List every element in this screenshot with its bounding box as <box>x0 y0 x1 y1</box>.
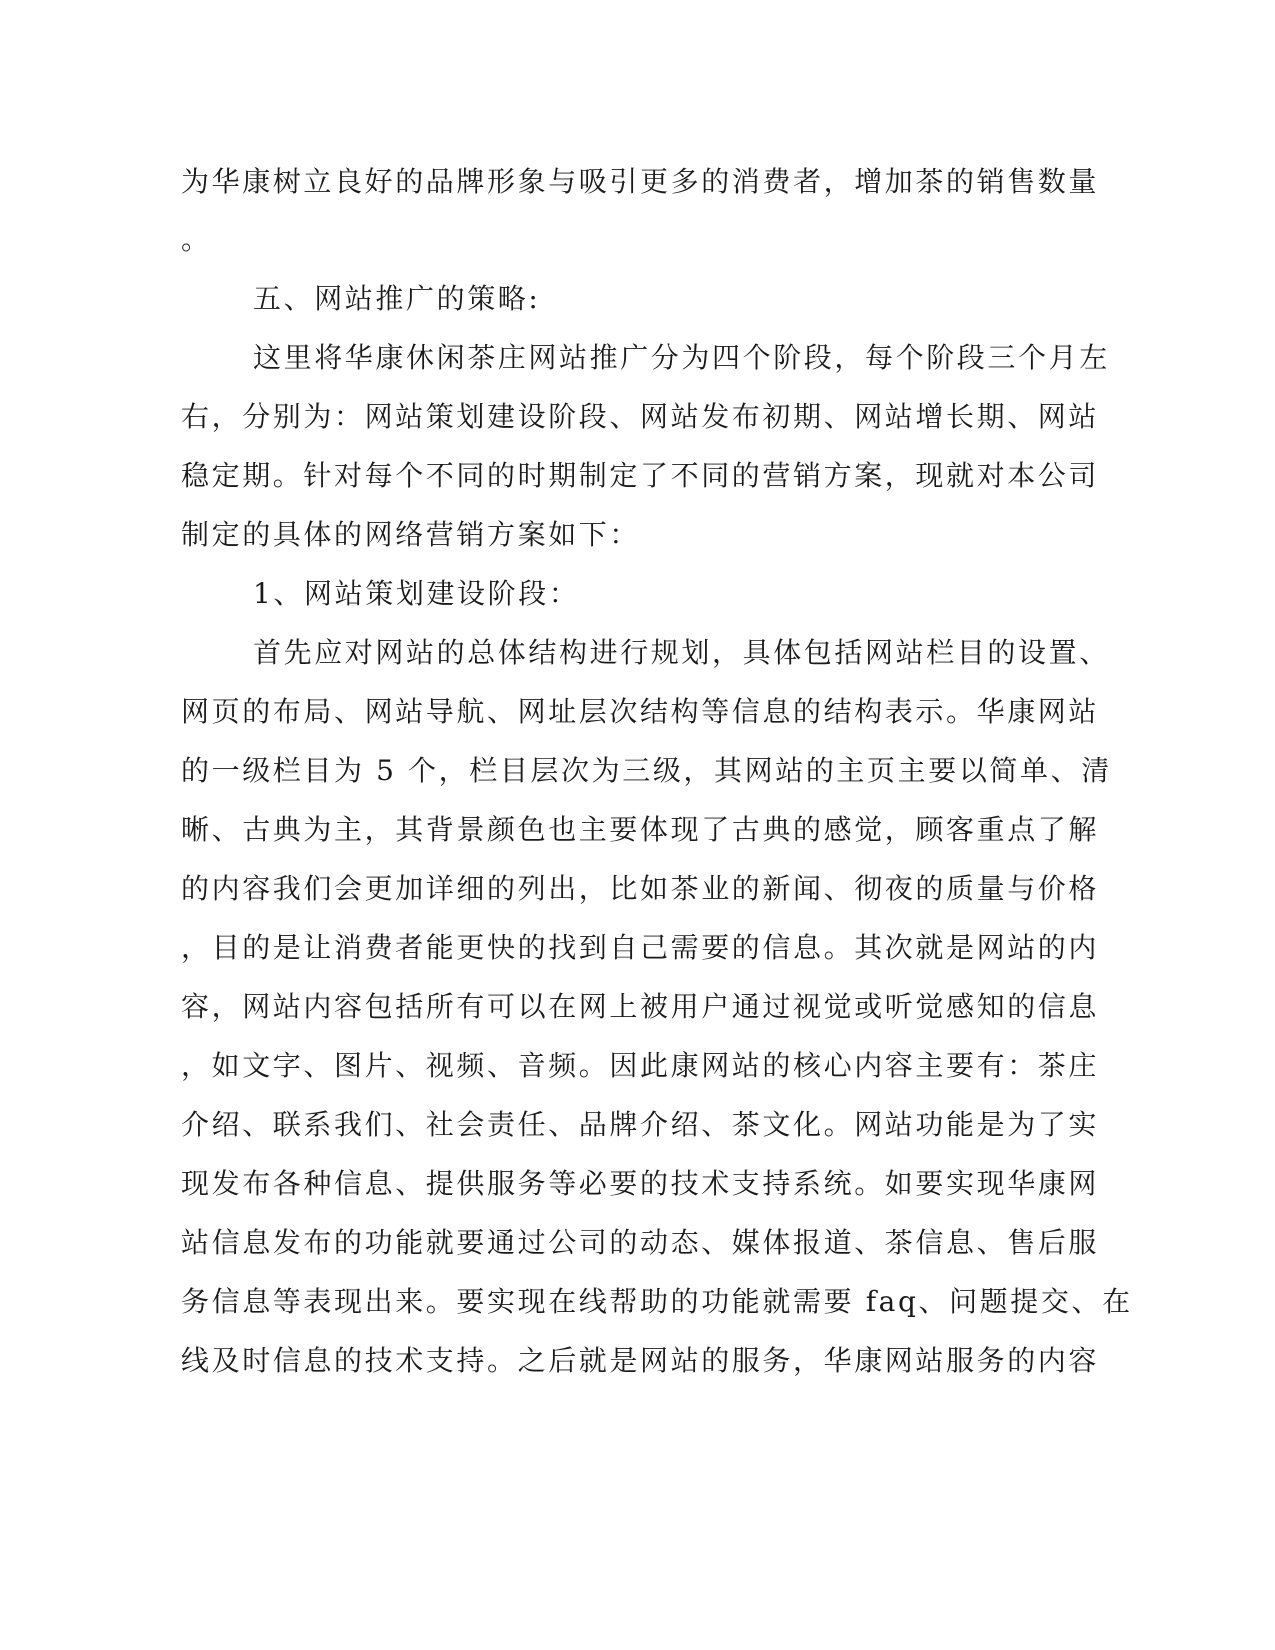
text-line: 为华康树立良好的品牌形象与吸引更多的消费者，增加茶的销售数量 <box>181 165 1100 198</box>
text-line: 首先应对网站的总体结构进行规划，具体包括网站栏目的设置、 <box>253 636 1110 669</box>
text-line: 稳定期。针对每个不同的时期制定了不同的营销方案，现就对本公司 <box>181 459 1100 492</box>
text-line: 介绍、联系我们、社会责任、品牌介绍、茶文化。网站功能是为了实 <box>181 1108 1100 1141</box>
text-line: 容，网站内容包括所有可以在网上被用户通过视觉或听觉感知的信息 <box>181 990 1100 1023</box>
text-line: 制定的具体的网络营销方案如下： <box>181 518 641 551</box>
text-line: 务信息等表现出来。要实现在线帮助的功能就需要 faq、问题提交、在 <box>181 1285 1133 1318</box>
text-line: 。 <box>181 223 212 256</box>
text-line: 站信息发布的功能就要通过公司的动态、媒体报道、茶信息、售后服 <box>181 1226 1100 1259</box>
text-line: 的内容我们会更加详细的列出，比如茶业的新闻、彻夜的质量与价格 <box>181 872 1100 905</box>
text-line: ，目的是让消费者能更快的找到自己需要的信息。其次就是网站的内 <box>181 931 1100 964</box>
subsection-heading: 1、网站策划建设阶段： <box>253 577 580 610</box>
text-line: 网页的布局、网站导航、网址层次结构等信息的结构表示。华康网站 <box>181 695 1100 728</box>
text-line: 晰、古典为主，其背景颜色也主要体现了古典的感觉，顾客重点了解 <box>181 813 1100 846</box>
text-line: 的一级栏目为 5 个，栏目层次为三级，其网站的主页主要以简单、清 <box>181 754 1112 787</box>
text-line: 右，分别为：网站策划建设阶段、网站发布初期、网站增长期、网站 <box>181 400 1100 433</box>
text-line: 现发布各种信息、提供服务等必要的技术支持系统。如要实现华康网 <box>181 1167 1100 1200</box>
text-line: ，如文字、图片、视频、音频。因此康网站的核心内容主要有：茶庄 <box>181 1049 1100 1082</box>
text-line: 这里将华康休闲茶庄网站推广分为四个阶段，每个阶段三个月左 <box>253 341 1110 374</box>
text-line: 线及时信息的技术支持。之后就是网站的服务，华康网站服务的内容 <box>181 1344 1100 1377</box>
section-heading: 五、网站推广的策略: <box>253 282 541 315</box>
